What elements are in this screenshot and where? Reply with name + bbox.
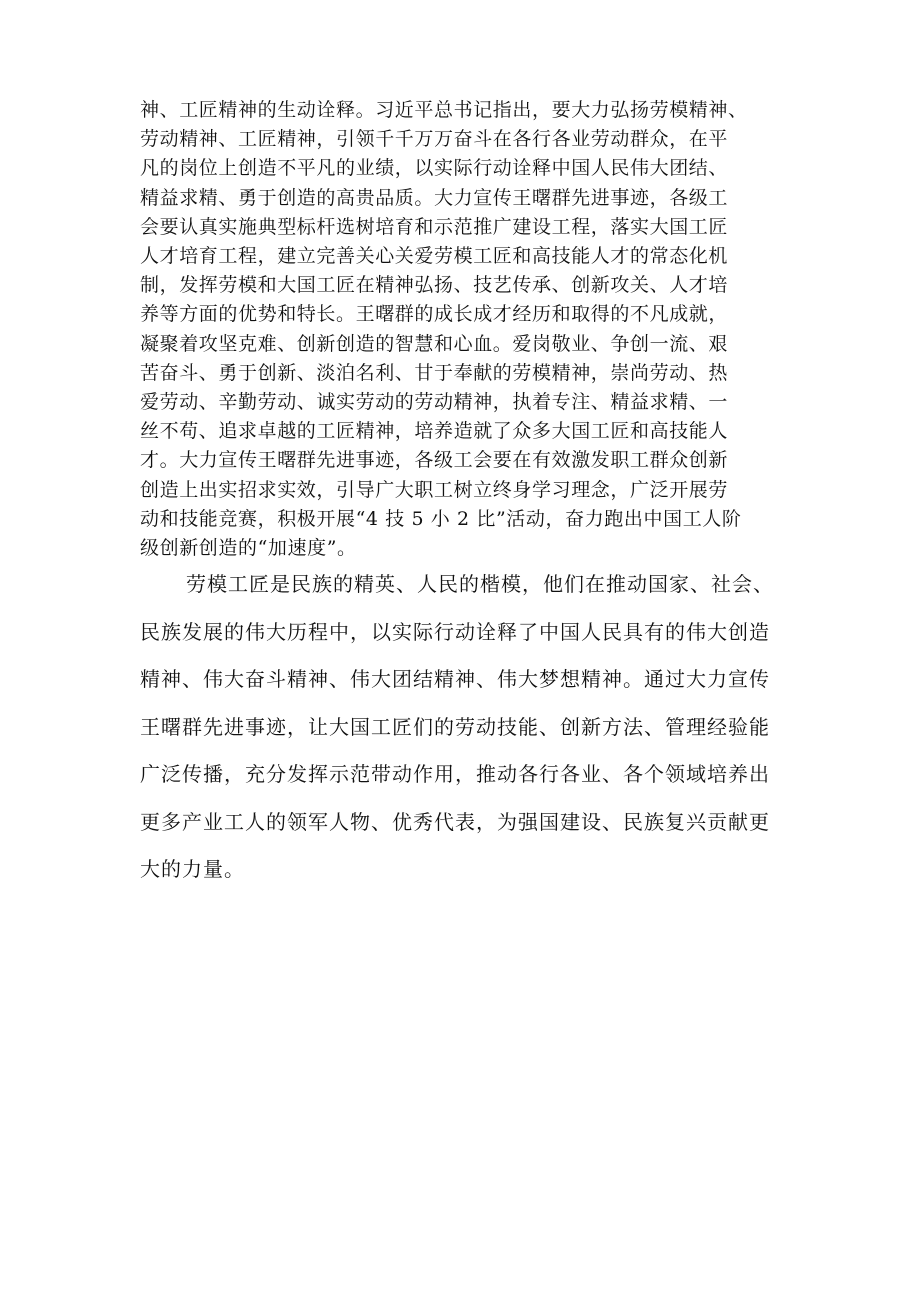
- paragraph-1-line: 创造上出实招求实效，引导广大职工树立终身学习理念，广泛开展劳: [140, 478, 729, 501]
- paragraph-2-first-line: 劳模工匠是民族的精英、人民的楷模，他们在推动国家、社会、: [186, 572, 774, 596]
- paragraph-2-line: 民族发展的伟大历程中，以实际行动诠释了中国人民具有的伟大创造: [140, 619, 770, 644]
- paragraph-1-line: 丝不苟、追求卓越的工匠精神，培养造就了众多大国工匠和高技能人: [140, 420, 729, 443]
- paragraph-2-line: 更多产业工人的领军人物、优秀代表，为强国建设、民族复兴贡献更: [140, 809, 770, 834]
- paragraph-1-line: 精益求精、勇于创造的高贵品质。大力宣传王曙群先进事迹，各级工: [140, 186, 729, 209]
- paragraph-2: [140, 561, 820, 894]
- paragraph-1-line: 凡的岗位上创造不平凡的业绩，以实际行动诠释中国人民伟大团结、: [140, 157, 729, 180]
- paragraph-1-line: 爱劳动、辛勤劳动、诚实劳动的劳动精神，执着专注、精益求精、一: [140, 391, 729, 414]
- paragraph-1-line: 动和技能竞赛，积极开展“4 技 5 小 2 比”活动，奋力跑出中国工人阶: [140, 507, 742, 530]
- paragraph-1-line: 神、工匠精神的生动诠释。习近平总书记指出，要大力弘扬劳模精神、: [140, 99, 748, 121]
- paragraph-1: [140, 96, 820, 563]
- paragraph-2-line: 精神、伟大奋斗精神、伟大团结精神、伟大梦想精神。通过大力宣传: [140, 667, 770, 691]
- paragraph-2-line: 王曙群先进事迹，让大国工匠们的劳动技能、创新方法、管理经验能: [140, 714, 770, 739]
- paragraph-1-line: 才。大力宣传王曙群先进事迹，各级工会要在有效激发职工群众创新: [140, 449, 729, 472]
- paragraph-1-line: 劳动精神、工匠精神，引领千千万万奋斗在各行各业劳动群众，在平: [140, 128, 729, 151]
- paragraph-1-line: 会要认真实施典型标杆选树培育和示范推广建设工程，落实大国工匠: [140, 215, 729, 238]
- paragraph-1-line: 凝聚着攻坚克难、创新创造的智慧和心血。爱岗敬业、争创一流、艰: [140, 332, 729, 355]
- paragraph-1-line: 级创新创造的“加速度”。: [140, 537, 357, 560]
- paragraph-2-line: 广泛传播，充分发挥示范带动作用，推动各行各业、各个领域培养出: [140, 762, 770, 786]
- paragraph-1-line: 人才培育工程，建立完善关心关爱劳模工匠和高技能人才的常态化机: [140, 245, 729, 268]
- paragraph-1-line: 苦奋斗、勇于创新、淡泊名利、甘于奉献的劳模精神，崇尚劳动、热: [140, 361, 729, 384]
- paragraph-1-line: 制，发挥劳模和大国工匠在精神弘扬、技艺传承、创新攻关、人才培: [140, 274, 729, 297]
- paragraph-2-line: 大的力量。: [140, 857, 245, 881]
- paragraph-1-line: 养等方面的优势和特长。王曙群的成长成才经历和取得的不凡成就，: [140, 303, 729, 326]
